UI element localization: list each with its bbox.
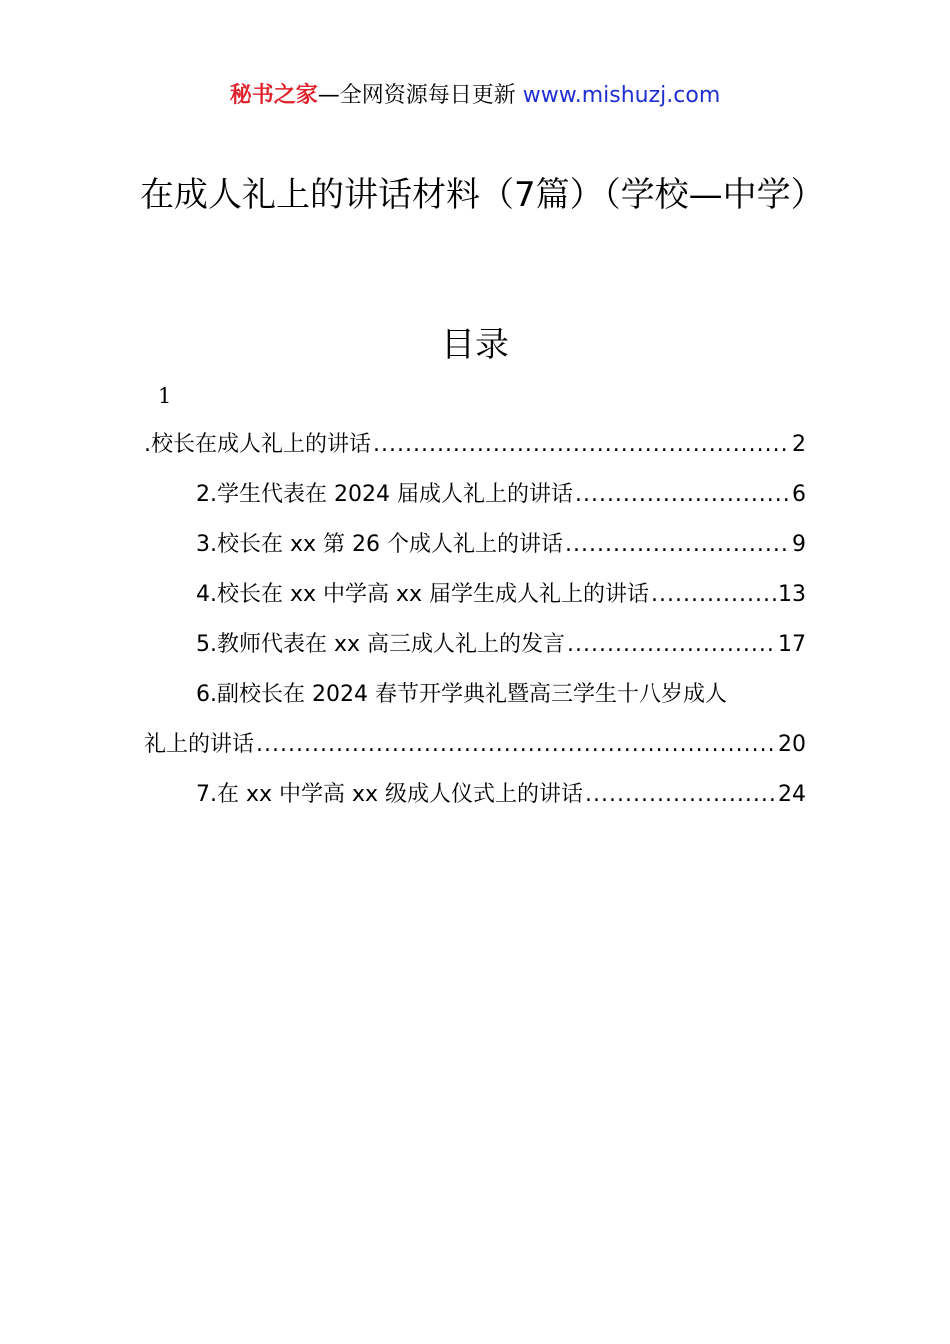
toc-entry-4[interactable] (144, 570, 806, 620)
table-of-contents (144, 420, 806, 820)
dot-leader (585, 770, 776, 820)
toc-entry-label: 5.教师代表在 xx 高三成人礼上的发言 (196, 632, 566, 657)
toc-entry-page: 20 (778, 732, 806, 757)
toc-entry-page: 13 (778, 582, 806, 607)
toc-entry-label: 礼上的讲话 (144, 732, 255, 757)
dot-leader (575, 470, 790, 520)
toc-entry-6[interactable] (144, 720, 806, 770)
brand-name: 秘书之家 (229, 83, 318, 108)
site-header (0, 80, 950, 112)
toc-entry-page: 9 (792, 532, 806, 557)
toc-entry-3[interactable] (144, 520, 806, 570)
toc-entry-label: 2.学生代表在 2024 届成人礼上的讲话 (196, 482, 573, 507)
toc-heading: 目录 (441, 325, 509, 365)
dot-leader (565, 520, 790, 570)
toc-entry-page: 2 (792, 432, 806, 457)
toc-entry-label: .校长在成人礼上的讲话 (144, 432, 371, 457)
site-slogan: —全网资源每日更新 (317, 83, 523, 108)
toc-entry-page: 6 (792, 482, 806, 507)
dot-leader (651, 570, 776, 620)
dot-leader (256, 720, 776, 770)
dot-leader (567, 620, 776, 670)
toc-entry-label: 7.在 xx 中学高 xx 级成人仪式上的讲话 (196, 782, 584, 807)
toc-entry-7[interactable] (144, 770, 806, 820)
toc-entry-label: 4.校长在 xx 中学高 xx 届学生成人礼上的讲话 (196, 582, 650, 607)
list-marker: 1 (158, 384, 172, 408)
site-url-link[interactable]: www.mishuzj.com (522, 83, 721, 108)
document-title: 在成人礼上的讲话材料（7篇）（学校—中学） (140, 175, 825, 215)
toc-entry-page: 17 (778, 632, 806, 657)
toc-entry-page: 24 (778, 782, 806, 807)
dot-leader (373, 420, 790, 470)
toc-entry-label: 3.校长在 xx 第 26 个成人礼上的讲话 (196, 532, 563, 557)
toc-entry-5[interactable] (144, 620, 806, 670)
toc-entry-2[interactable] (144, 470, 806, 520)
toc-entry-6-line-1[interactable]: 6.副校长在 2024 春节开学典礼暨高三学生十八岁成人 (196, 682, 727, 707)
toc-entry-1[interactable] (144, 420, 806, 470)
